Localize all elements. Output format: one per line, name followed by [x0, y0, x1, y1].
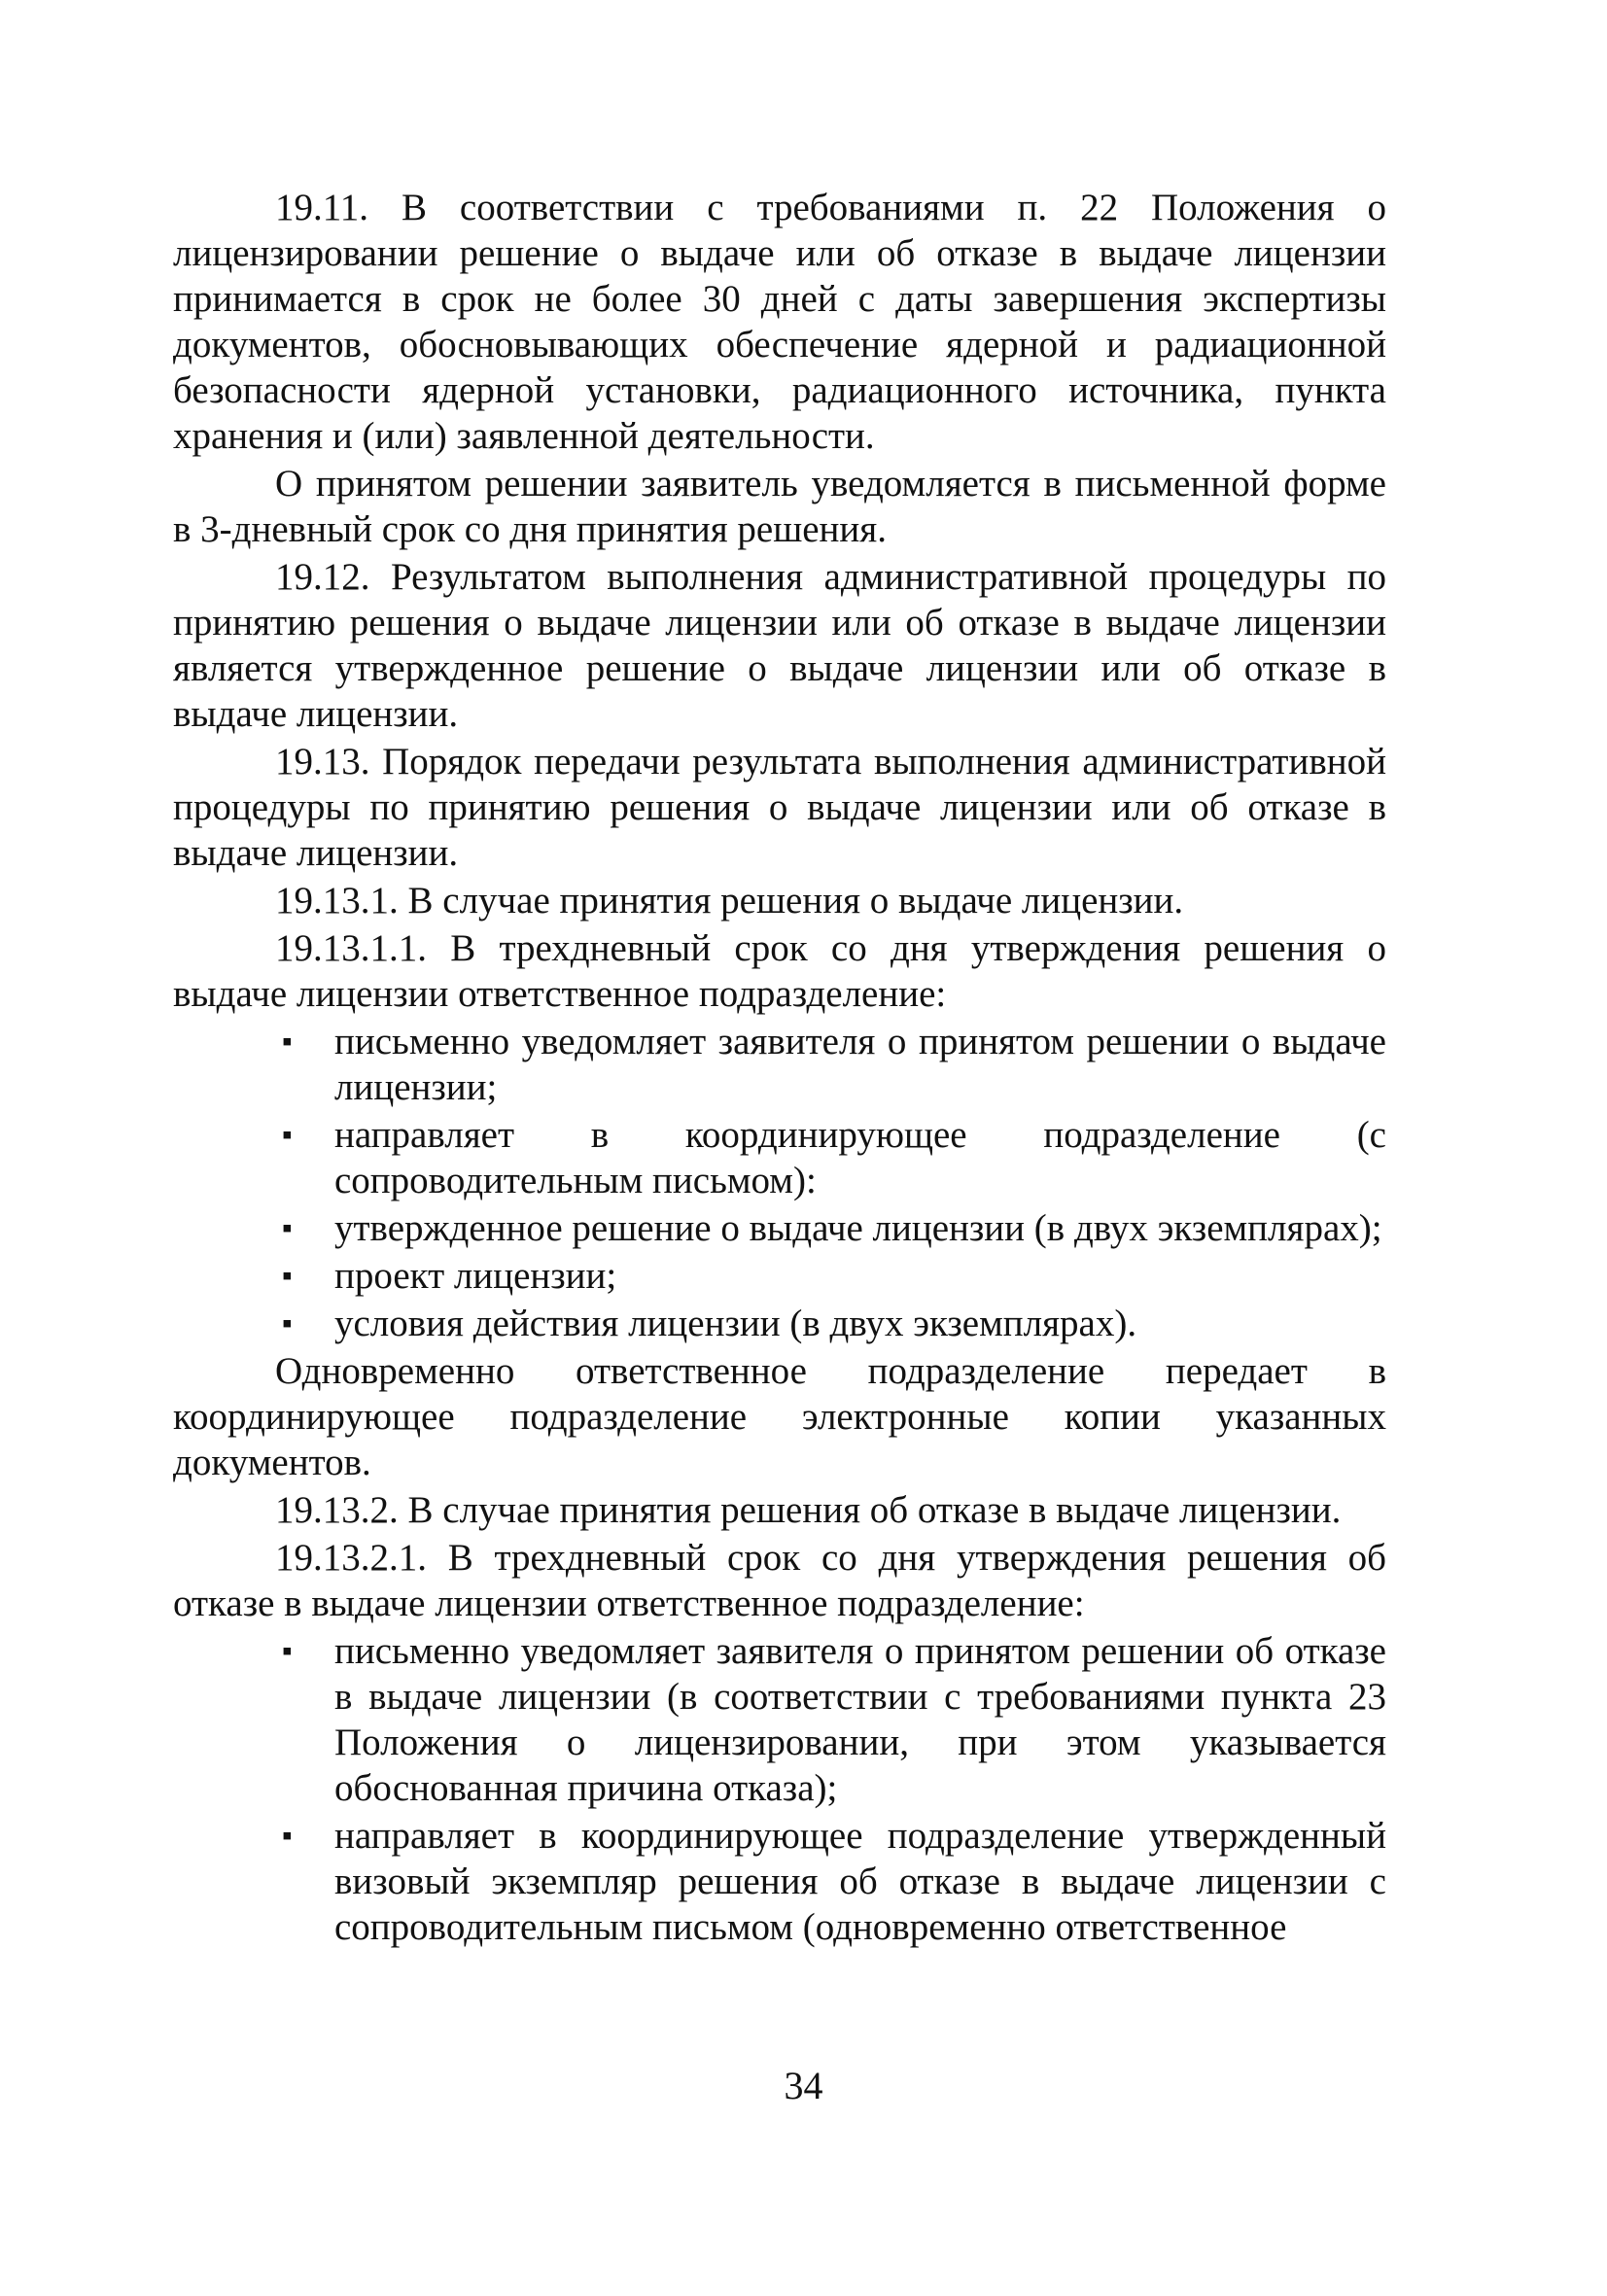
- list-item-text: направляет в координирующее подразделение (с сопроводительным письмом):: [334, 1114, 1386, 1201]
- body-text: [173, 185, 1386, 1952]
- paragraph-19-12: 19.12. Результатом выполнения административной процедуры по принятию решения о выдаче лицензии или об отказе в выдаче лицензии является утвержденное решение о выдаче лицензии или об отказе в выдаче лицензии.: [173, 556, 1386, 735]
- paragraph-19-13-1: 19.13.1. В случае принятия решения о выдаче лицензии.: [275, 880, 1184, 922]
- paragraph-19-13-1-1: 19.13.1.1. В трехдневный срок со дня утверждения решения о выдаче лицензии ответственное подразделение:: [173, 927, 1386, 1015]
- list-item-text: направляет в координирующее подразделение утвержденный визовый экземпляр решения об отказе в выдаче лицензии с сопроводительным письмом (одновременно ответственное: [334, 1815, 1386, 1948]
- bullet-list-refusal: [173, 1628, 1386, 1950]
- bullet-icon: ▪: [282, 1820, 293, 1852]
- list-item: [173, 1628, 1386, 1811]
- paragraph-19-13-2: 19.13.2. В случае принятия решения об отказе в выдаче лицензии.: [275, 1489, 1342, 1531]
- bullet-icon: ▪: [282, 1260, 293, 1292]
- list-item-text: условия действия лицензии (в двух экземплярах).: [334, 1303, 1137, 1344]
- list-item: [173, 1301, 1386, 1346]
- bullet-icon: ▪: [282, 1119, 293, 1151]
- paragraph-19-13-2-1: 19.13.2.1. В трехдневный срок со дня утверждения решения об отказе в выдаче лицензии ответственное подразделение:: [173, 1537, 1386, 1624]
- list-item-text: проект лицензии;: [334, 1255, 617, 1297]
- list-item-text: утвержденное решение о выдаче лицензии (в двух экземплярах);: [334, 1207, 1382, 1249]
- bullet-list-issue: [173, 1019, 1386, 1346]
- paragraph-electronic-copies: Одновременно ответственное подразделение передает в координирующее подразделение электронные копии указанных документов.: [173, 1350, 1386, 1483]
- paragraph-19-11: 19.11. В соответствии с требованиями п. 22 Положения о лицензировании решение о выдаче или об отказе в выдаче лицензии принимается в срок не более 30 дней с даты завершения экспертизы документов, обосновывающих обеспечение ядерной и радиационной безопасности ядерной установки, радиационного источника, пункта хранения и (или) заявленной деятельности.: [173, 187, 1386, 457]
- paragraph-19-13: 19.13. Порядок передачи результата выполнения административной процедуры по принятию решения о выдаче лицензии или об отказе в выдаче лицензии.: [173, 741, 1386, 874]
- list-item: [173, 1019, 1386, 1110]
- list-item-text: письменно уведомляет заявителя о принятом решении о выдаче лицензии;: [334, 1021, 1386, 1108]
- paragraph-notification: О принятом решении заявитель уведомляется в письменной форме в 3-дневный срок со дня принятия решения.: [173, 463, 1386, 550]
- list-item: [173, 1813, 1386, 1950]
- bullet-icon: ▪: [282, 1212, 293, 1244]
- bullet-icon: ▪: [282, 1026, 293, 1058]
- list-item-text: письменно уведомляет заявителя о принятом решении об отказе в выдаче лицензии (в соответствии с требованиями пункта 23 Положения о лицензировании, при этом указывается обоснованная причина отказа);: [334, 1630, 1386, 1809]
- bullet-icon: ▪: [282, 1307, 293, 1339]
- list-item: [173, 1253, 1386, 1299]
- page-number: 34: [784, 2064, 823, 2107]
- bullet-icon: ▪: [282, 1635, 293, 1667]
- list-item: [173, 1112, 1386, 1203]
- list-item: [173, 1205, 1386, 1251]
